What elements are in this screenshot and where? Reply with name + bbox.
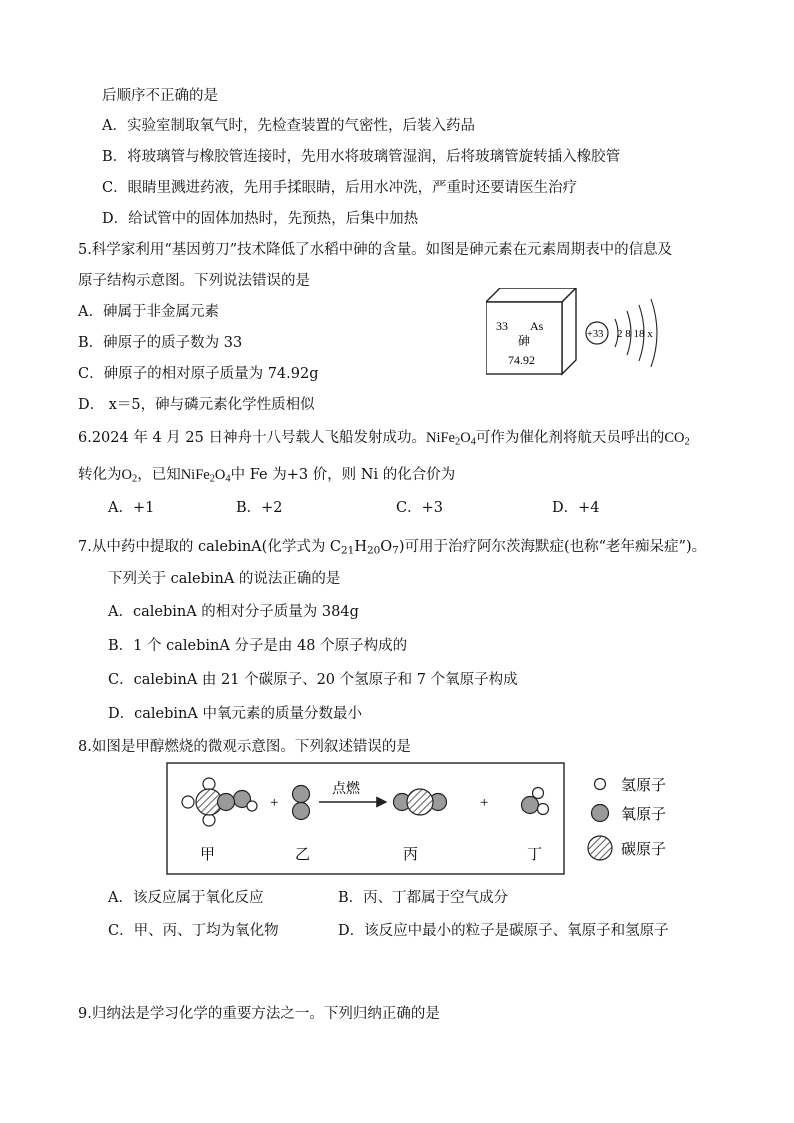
legend-hydrogen: 氢原子 [621,778,667,794]
legend-hydrogen-icon [595,779,606,790]
label-yi: 乙 [295,847,311,863]
label-jia: 甲 [200,847,216,863]
q6-option-a: A．+1 [108,500,155,516]
q4-option-c: C．眼睛里溅进药液，先用手揉眼睛，后用水冲洗，严重时还要请医生治疗 [102,180,578,196]
legend-oxygen-icon [592,805,609,822]
q8-option-c: C．甲、丙、丁均为氧化物 [108,923,279,939]
q7-option-d: D．calebinA 中氧元素的质量分数最小 [108,706,362,722]
q8-option-b: B．丙、丁都属于空气成分 [338,890,509,906]
atom-structure-diagram [582,292,682,374]
q5-option-a: A．砷属于非金属元素 [78,304,219,320]
q5-option-b: B．砷原子的质子数为 33 [78,335,243,351]
q7-option-c: C．calebinA 由 21 个碳原子、20 个氢原子和 7 个氧原子构成 [108,672,518,688]
q4-stem-tail: 后顺序不正确的是 [102,88,218,104]
q4-option-d: D．给试管中的固体加热时，先预热，后集中加热 [102,211,419,227]
nucleus-charge: +33 [587,329,604,340]
q7-option-b: B．1 个 calebinA 分子是由 48 个原子构成的 [108,638,408,654]
legend [588,777,666,860]
element-name: 砷 [518,334,531,348]
element-mass: 74.92 [508,353,535,367]
q8-stem: 8.如图是甲醇燃烧的微观示意图。下列叙述错误的是 [78,739,411,755]
legend-oxygen: 氧原子 [621,807,667,823]
q6-option-c: C．+3 [396,500,443,516]
element-symbol: As [530,319,544,333]
q7-option-a: A．calebinA 的相对分子质量为 384g [108,604,359,620]
q4-option-a: A．实验室制取氧气时，先检查装置的气密性，后装入药品 [102,118,475,134]
q7-line2: 下列关于 calebinA 的说法正确的是 [108,571,341,587]
plus-sign-1: + [270,795,279,811]
q9-stem: 9.归纳法是学习化学的重要方法之一。下列归纳正确的是 [78,1006,440,1022]
electron-shells: 2 8 18 x [617,328,653,340]
q5-option-d: D． x＝5，砷与磷元素化学性质相似 [78,397,315,413]
q6-line1: 6.2024 年 4 月 25 日神舟十八号载人飞船发射成功。$NiFe_2O_4$可作为催化剂将航天员呼出的$CO_2$ [78,430,690,448]
label-bing: 丙 [403,847,419,863]
q7-line1: 7.从中药中提取的 calebinA(化学式为 $C_{21}H_{20}O_7$)可用于治疗阿尔茨海默症(也称“老年痴呆症”)。 [78,539,707,557]
q4-option-b: B．将玻璃管与橡胶管连接时，先用水将玻璃管湿润，后将玻璃管旋转插入橡胶管 [102,149,621,165]
q6-option-b: B．+2 [236,500,283,516]
element-card [486,288,582,376]
q6-line2: 转化为$O_2$，已知$NiFe_2O_4$中 Fe 为+3 价，则 Ni 的化合价为 [78,467,456,485]
q8-option-d: D．该反应中最小的粒子是碳原子、氧原子和氢原子 [338,923,669,939]
q5-stem-line2: 原子结构示意图。下列说法错误的是 [78,273,310,289]
plus-sign-2: + [480,795,489,811]
q5-option-c: C．砷原子的相对原子质量为 74.92g [78,366,319,382]
legend-carbon-icon [588,836,612,860]
label-ding: 丁 [527,847,543,863]
legend-carbon: 碳原子 [621,842,667,858]
q8-option-a: A．该反应属于氧化反应 [108,890,264,906]
reaction-diagram [166,762,706,876]
arrow-label: 点燃 [332,782,360,797]
q5-stem-line1: 5.科学家利用“基因剪刀”技术降低了水稻中砷的含量。如图是砷元素在元素周期表中的信息及 [78,242,673,258]
element-atomic-number: 33 [496,319,508,333]
q6-option-d: D．+4 [552,500,600,516]
